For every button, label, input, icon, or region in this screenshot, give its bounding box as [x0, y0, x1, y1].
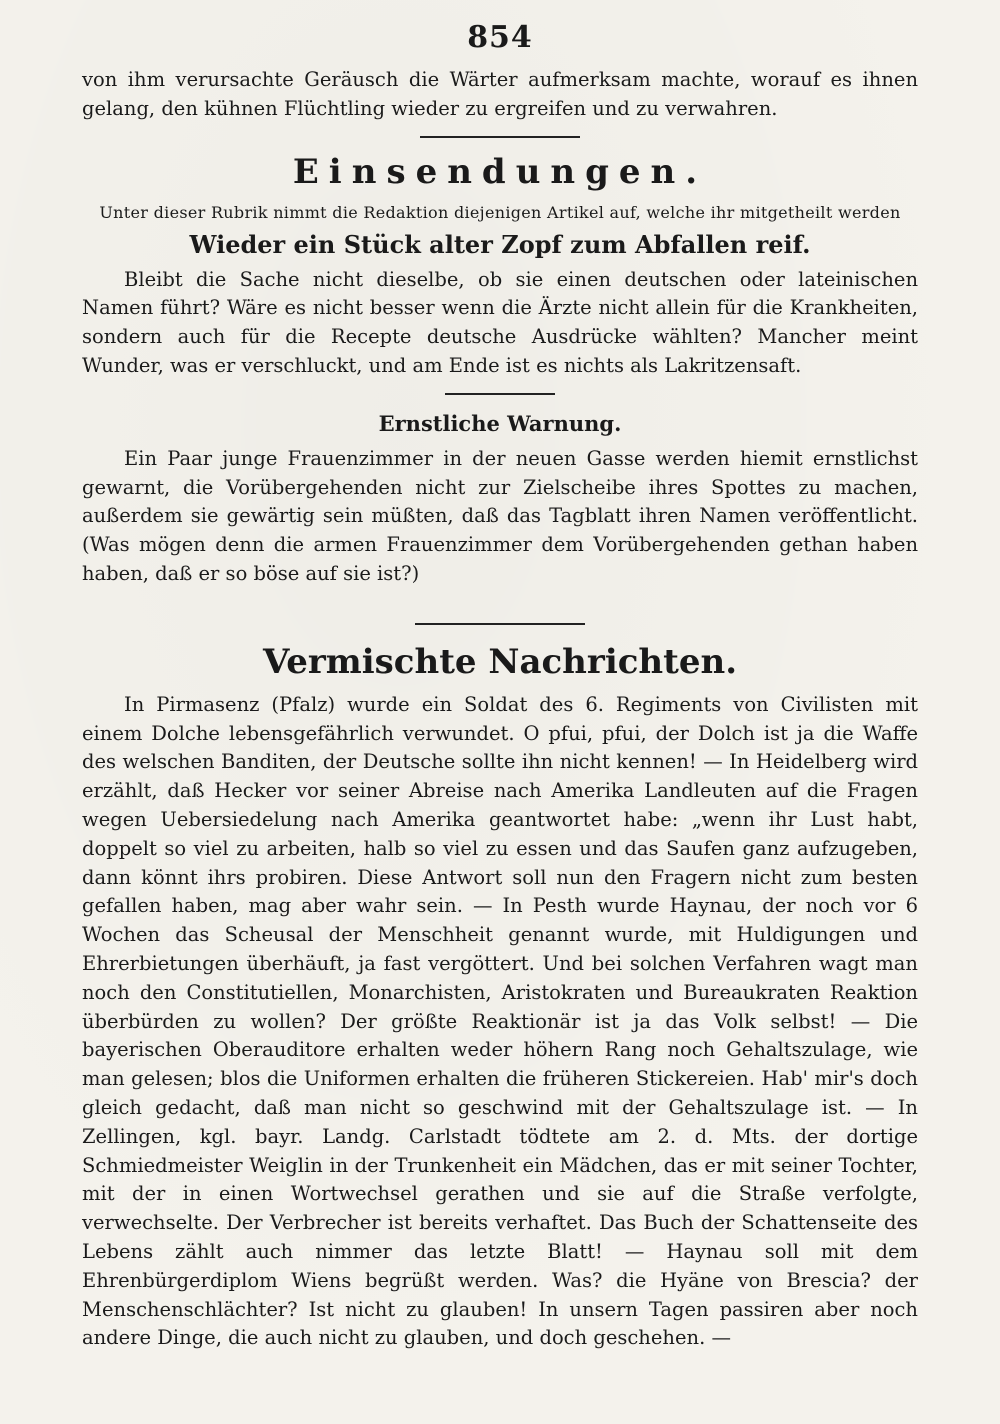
- page-number: 854: [467, 20, 533, 55]
- section-title-vermischte: Vermischte Nachrichten.: [262, 641, 738, 682]
- spacer: [82, 589, 918, 611]
- divider-rule: [420, 136, 580, 138]
- continued-paragraph: von ihm verursachte Geräusch die Wärter aufmerksam machte, worauf es ihnen gelang, den kühnen Flüchtling wieder zu ergreifen und zu verwahren.: [82, 68, 918, 120]
- article-text-vermischte: In Pirmasenz (Pfalz) wurde ein Soldat des 6. Regiments von Civilisten mit einem Dolche lebensgefährlich verwundet. O pfui, pfui, der Dolch ist ja die Waffe des welschen Banditen, der Deutsche sollte ihn nicht kennen! — In Heidelberg wird erzählt, daß Hecker vor seiner Abreise nach Amerika Landleuten auf die Fragen wegen Uebersiedelung nach Amerika geantwortet habe: „wenn ihr Lust habt, doppelt so viel zu arbeiten, halb so viel zu essen und das Saufen ganz aufzugeben, dann könnt ihrs probiren. Diese Antwort soll nun den Fragern nicht zum besten gefallen haben, mag aber wahr sein. — In Pesth wurde Haynau, der noch vor 6 Wochen das Scheusal der Menschheit genannt wurde, mit Huldigungen und Ehrerbietungen überhäuft, ja fast vergöttert. Und bei solchen Verfahren wagt man noch den Constitutiellen, Monarchisten, Aristokraten und Bureaukraten Reaktion überbürden zu wollen? Der größte Reaktionär ist ja das Volk selbst! — Die bayerischen Oberauditore erhalten weder höhern Rang noch Gehaltszulage, wie man gelesen; blos die Uniformen erhalten die früheren Stickereien. Hab' mir's doch gleich gedacht, daß man nicht so geschwind mit der Gehaltszulage ist. — In Zellingen, kgl. bayr. Landg. Carlstadt tödtete am 2. d. Mts. der dortige Schmiedmeister Weiglin in der Trunkenheit ein Mädchen, das er mit seiner Tochter, mit der in einen Wortwechsel gerathen und sie auf die Straße verfolgte, verwechselte. Der Verbrecher ist bereits verhaftet. Das Buch der Schattenseite des Lebens zählt auch nimmer das letzte Blatt! — Haynau soll mit dem Ehrenbürgerdiplom Wiens begrüßt werden. Was? die Hyäne von Brescia? der Menschenschlächter? Ist nicht zu glauben! In unsern Tagen passiren aber noch andere Dinge, die auch nicht zu glauben, und doch geschehen. —: [82, 692, 918, 1350]
- divider-rule: [415, 623, 585, 625]
- section-note: Unter dieser Rubrik nimmt die Redaktion diejenigen Artikel auf, welche ihr mitgetheilt werden: [99, 202, 901, 222]
- article-text-zopf: Bleibt die Sache nicht dieselbe, ob sie einen deutschen oder lateinischen Namen führt? Wäre es nicht besser wenn die Ärzte nicht allein für die Krankheiten, sondern auch für die Recepte deutsche Ausdrücke wählten? Mancher meint Wunder, was er verschluckt, und am Ende ist es nichts als Lakritzensaft.: [82, 267, 918, 377]
- section-title-einsendungen: Einsendungen.: [292, 151, 708, 192]
- article-text-warnung: Ein Paar junge Frauenzimmer in der neuen Gasse werden hiemit ernstlichst gewarnt, die Vorübergehenden nicht zur Zielscheibe ihres Spottes zu machen, außerdem sie gewärtig sein müßten, daß das Tagblatt ihren Namen veröffentlicht. (Was mögen denn die armen Frauenzimmer dem Vorübergehenden gethan haben haben, daß er so böse auf sie ist?): [82, 446, 918, 585]
- article-title-zopf: Wieder ein Stück alter Zopf zum Abfallen reif.: [189, 229, 811, 259]
- divider-rule: [445, 393, 555, 395]
- article-title-warnung: Ernstliche Warnung.: [378, 410, 622, 436]
